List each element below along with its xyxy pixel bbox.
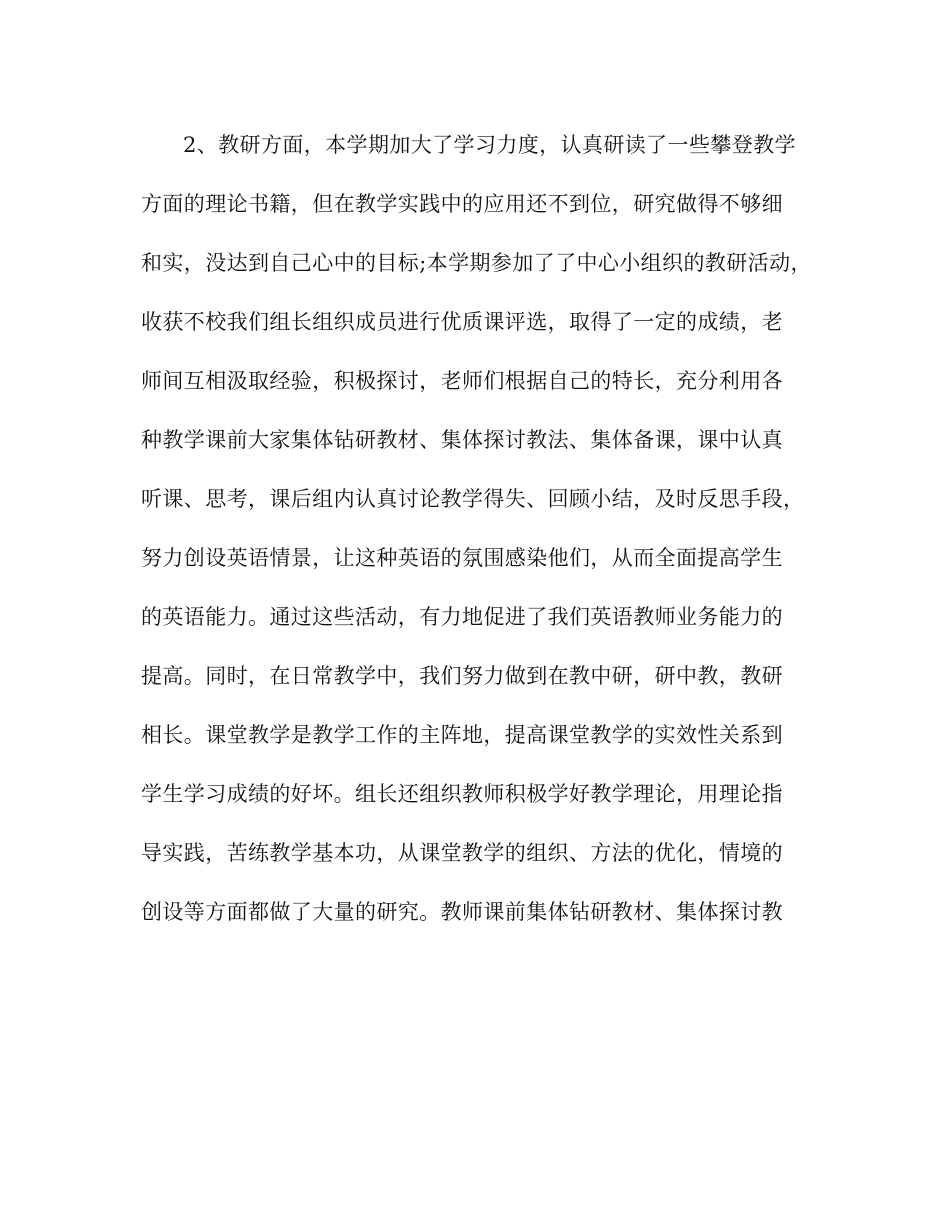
paragraph-line: 的英语能力。通过这些活动，有力地促进了我们英语教师业务能力的	[141, 605, 783, 629]
paragraph-body	[141, 126, 821, 952]
paragraph-line: 努力创设英语情景，让这种英语的氛围感染他们，从而全面提高学生	[141, 546, 783, 570]
paragraph-line: 2、教研方面，本学期加大了学习力度，认真研读了一些攀登教学	[183, 133, 796, 157]
paragraph-line: 种教学课前大家集体钻研教材、集体探讨教法、集体备课，课中认真	[141, 428, 783, 452]
paragraph-line: 学生学习成绩的好坏。组长还组织教师积极学好教学理论，用理论指	[141, 782, 783, 806]
paragraph-line: 相长。课堂教学是教学工作的主阵地，提高课堂教学的实效性关系到	[141, 723, 783, 747]
paragraph-line: 师间互相汲取经验，积极探讨，老师们根据自己的特长，充分利用各	[141, 369, 783, 393]
paragraph-line: 导实践，苦练教学基本功，从课堂教学的组织、方法的优化，情境的	[141, 841, 783, 865]
paragraph-line: 和实，没达到自己心中的目标;本学期参加了了中心小组织的教研活动，	[141, 251, 812, 275]
paragraph-line: 创设等方面都做了大量的研究。教师课前集体钻研教材、集体探讨教	[141, 900, 783, 924]
paragraph-line: 听课、思考，课后组内认真讨论教学得失、回顾小结，及时反思手段，	[141, 487, 805, 511]
paragraph-line: 提高。同时，在日常教学中，我们努力做到在教中研，研中教，教研	[141, 664, 783, 688]
paragraph-line: 收获不校我们组长组织成员进行优质课评选，取得了一定的成绩，老	[141, 310, 783, 334]
paragraph-line: 方面的理论书籍，但在教学实践中的应用还不到位，研究做得不够细	[141, 192, 783, 216]
